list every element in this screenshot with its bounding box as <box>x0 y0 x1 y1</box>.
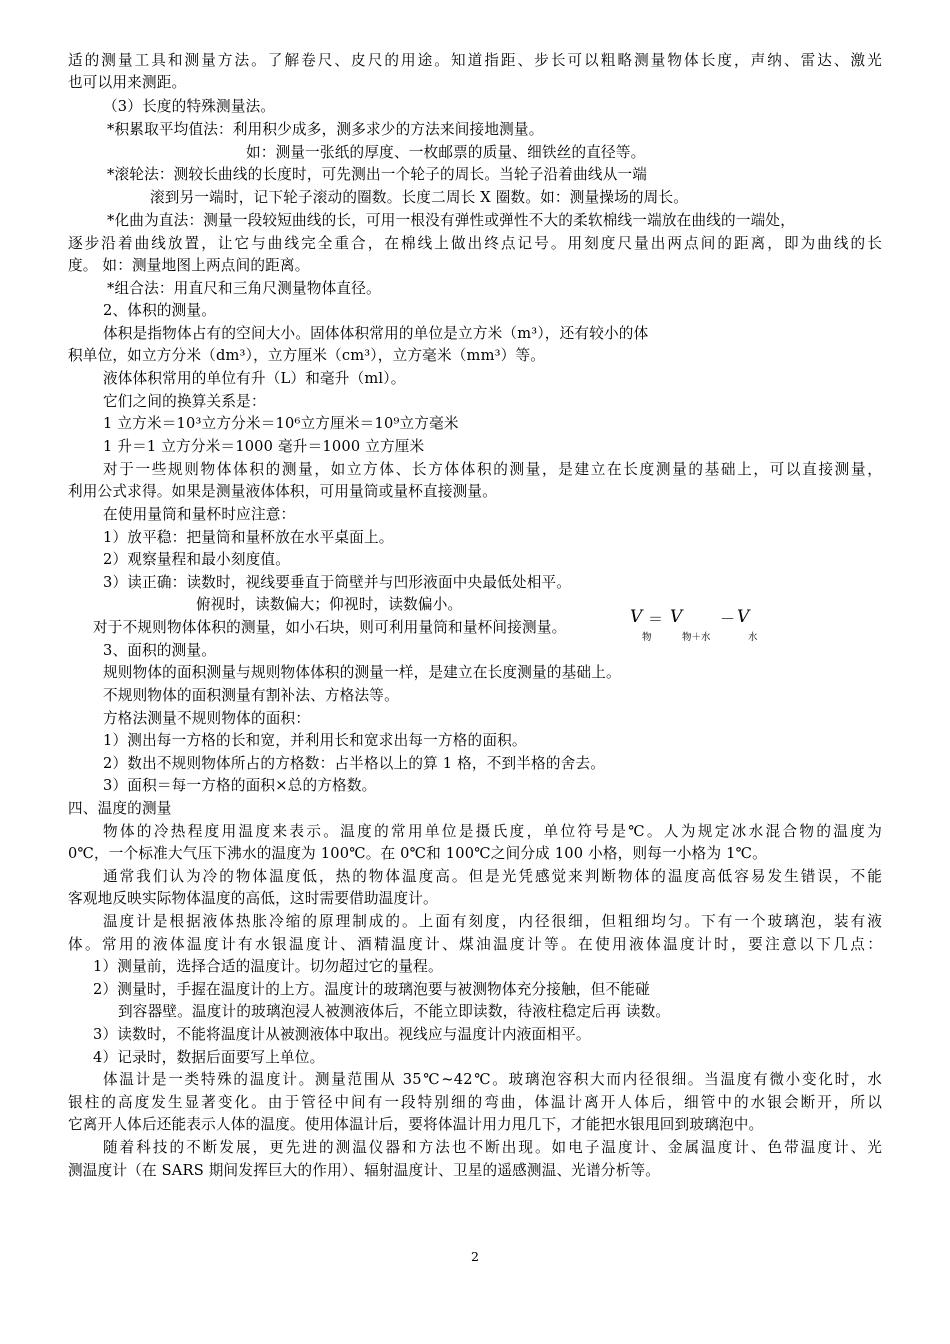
list-item: 3）面积＝每一方格的面积×总的方格数。 <box>103 777 377 794</box>
text-line: 通常我们认为冷的物体温度低，热的物体温度高。但是光凭感觉来判断物体的温度高低容易发生错误，不能 <box>103 868 882 885</box>
text-line: 温度计是根据液体热胀冷缩的原理制成的。上面有刻度，内径很细，但粗细均匀。下有一个玻璃泡，装有液 <box>103 913 882 930</box>
formula-v: V <box>630 607 643 627</box>
formula-sub: 水 <box>748 632 758 643</box>
text-line: 也可以用来测距。 <box>68 74 187 91</box>
text-line: 液体体积常用的单位有升（L）和毫升（ml）。 <box>103 370 406 387</box>
text-line: *滚轮法：测较长曲线的长度时，可先测出一个轮子的周长。当轮子沿着曲线从一端 <box>107 166 648 183</box>
text-line: 银柱的高度发生显著变化。由于管径中间有一段特别细的弯曲，体温计离开人体后，细管中的水银会断开，所以 <box>68 1094 882 1111</box>
text-line: 体。常用的液体温度计有水银温度计、酒精温度计、煤油温度计等。在使用液体温度计时，要注意以下几点： <box>68 936 882 953</box>
list-item: 1）测出每一方格的长和宽，并利用长和宽求出每一方格的面积。 <box>103 732 527 749</box>
list-item: 2）数出不规则物体所占的方格数：占半格以上的算 1 格，不到半格的舍去。 <box>103 755 606 772</box>
formula-line: 1 立方米＝10³立方分米＝10⁶立方厘米＝10⁹立方毫米 <box>103 415 459 432</box>
text-line: 在使用量筒和量杯时应注意： <box>103 506 296 523</box>
text-line: *组合法：用直尺和三角尺测量物体直径。 <box>107 280 381 297</box>
section-heading: 3、面积的测量。 <box>103 642 217 659</box>
text-line: 对于不规则物体体积的测量，如小石块，则可利用量筒和量杯间接测量。 <box>93 619 567 636</box>
text-line: 方格法测量不规则物体的面积： <box>103 710 311 727</box>
formula-v: V <box>737 607 750 627</box>
text-line: 它们之间的换算关系是： <box>103 393 266 410</box>
text-line: 体温计是一类特殊的温度计。测量范围从 35℃~42℃。玻璃泡容积大而内径很细。当温度有微小变化时，水 <box>103 1071 882 1088</box>
list-item: 4）记录时，数据后面要写上单位。 <box>93 1049 325 1066</box>
text-line: 如：测量一张纸的厚度、一枚邮票的质量、细铁丝的直径等。 <box>246 144 646 161</box>
formula-op: ＝ <box>648 610 664 628</box>
formula-op: － <box>720 610 736 628</box>
text-line: 度。 如：测量地图上两点间的距离。 <box>68 257 310 274</box>
volume-formula <box>630 607 760 643</box>
section-heading: （3）长度的特殊测量法。 <box>103 98 276 115</box>
text-line: 体积是指物体占有的空间大小。固体体积常用的单位是立方米（m³），还有较小的体 <box>103 325 649 342</box>
section-heading: 四、温度的测量 <box>68 800 172 817</box>
list-item: 3）读数时，不能将温度计从被测液体中取出。视线应与温度计内液面相平。 <box>93 1026 591 1043</box>
text-line: 逐步沿着曲线放置，让它与曲线完全重合，在棉线上做出终点记号。用刻度尺量出两点间的距离，即为曲线的长 <box>68 235 882 252</box>
list-item: 3）读正确：读数时，视线要垂直于筒壁并与凹形液面中央最低处相平。 <box>103 574 572 591</box>
formula-v: V <box>670 607 683 627</box>
text-line: 滚到另一端时，记下轮子滚动的圈数。长度二周长 X 圈数。如：测量操场的周长。 <box>150 189 689 206</box>
text-line: 对于一些规则物体体积的测量，如立方体、长方体体积的测量，是建立在长度测量的基础上，可以直接测量， <box>103 461 882 478</box>
text-line: *积累取平均值法：利用积少成多，测多求少的方法来间接地测量。 <box>107 121 544 138</box>
text-line: 规则物体的面积测量与规则物体体积的测量一样，是建立在长度测量的基础上。 <box>103 664 621 681</box>
formula-sub: 物 <box>642 632 652 643</box>
text-line: 到容器壁。温度计的玻璃泡浸人被测液体后，不能立即读数，待液柱稳定后再 读数。 <box>118 1003 671 1020</box>
text-line: 它离开人体后还能表示人体的温度。使用体温计后，要将体温计用力甩几下，才能把水银甩回到玻璃泡中。 <box>68 1116 764 1133</box>
formula-sub: 物＋水 <box>682 632 711 643</box>
list-item: 1）测量前，选择合适的温度计。切勿超过它的量程。 <box>93 958 443 975</box>
text-line: 积单位，如立方分米（dm³），立方厘米（cm³），立方毫米（mm³）等。 <box>68 347 546 364</box>
list-item: 2）测量时，手握在温度计的上方。温度计的玻璃泡要与被测物体充分接触，但不能碰 <box>93 981 650 998</box>
page-number: 2 <box>471 1249 479 1264</box>
list-item: 2）观察量程和最小刻度值。 <box>103 551 291 568</box>
section-heading: 2、体积的测量。 <box>103 302 217 319</box>
list-item: 1）放平稳：把量筒和量杯放在水平桌面上。 <box>103 529 394 546</box>
text-line: 测温度计（在 SARS 期间发挥巨大的作用）、辐射温度计、卫星的遥感测温、光谱分析等。 <box>68 1162 661 1179</box>
text-line: 0℃，一个标准大气压下沸水的温度为 100℃。在 0℃和 100℃之间分成 100 小格，则每一小格为 1℃。 <box>68 845 767 862</box>
formula-line: 1 升＝1 立方分米＝1000 毫升＝1000 立方厘米 <box>103 438 425 455</box>
text-line: 利用公式求得。如果是测量液体体积，可用量筒或量杯直接测量。 <box>68 483 498 500</box>
text-line: 客观地反映实际物体温度的高低，这时需要借助温度计。 <box>68 890 438 907</box>
text-line: *化曲为直法：测量一段较短曲线的长，可用一根没有弹性或弹性不大的柔软棉线一端放在曲线的一端处， <box>107 212 796 229</box>
text-line: 不规则物体的面积测量有割补法、方格法等。 <box>103 687 399 704</box>
text-line: 物体的冷热程度用温度来表示。温度的常用单位是摄氏度，单位符号是℃。人为规定冰水混合物的温度为 <box>103 823 882 840</box>
text-line: 适的测量工具和测量方法。了解卷尺、皮尺的用途。知道指距、步长可以粗略测量物体长度，声纳、雷达、激光 <box>68 52 882 69</box>
text-line: 随着科技的不断发展，更先进的测温仪器和方法也不断出现。如电子温度计、金属温度计、色带温度计、光 <box>103 1139 882 1156</box>
text-line: 俯视时，读数偏大；仰视时，读数偏小。 <box>196 596 463 613</box>
